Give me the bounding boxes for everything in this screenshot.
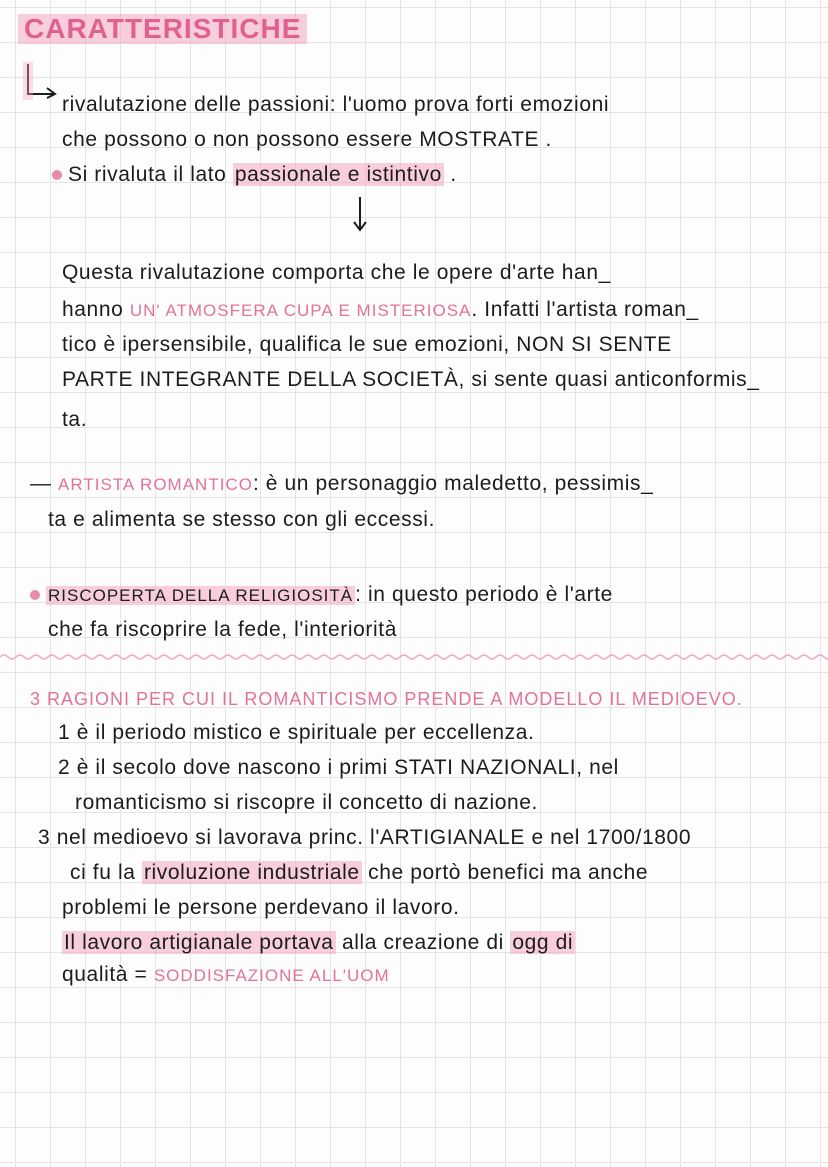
highlight: RISCOPERTA DELLA RELIGIOSITÀ xyxy=(48,586,354,605)
pink-text: UN' ATMOSFERA CUPA E MISTERIOSA xyxy=(129,301,472,320)
dash: — xyxy=(30,472,52,495)
text-line xyxy=(62,930,575,956)
text-line: romanticismo si riscopre il concetto di nazione. xyxy=(75,791,538,814)
wavy-divider xyxy=(0,650,828,664)
text-line: ta e alimenta se stesso con gli eccessi. xyxy=(48,508,436,531)
arrow-down-icon xyxy=(350,195,370,235)
text-line: PARTE INTEGRANTE DELLA SOCIETÀ, si sente quasi anticonformis_ xyxy=(62,368,760,391)
text-line xyxy=(70,860,648,886)
text: . Infatti l'artista roman_ xyxy=(471,298,699,321)
highlight: passionale e istintivo xyxy=(234,163,442,186)
text-line: problemi le persone perdevano il lavoro. xyxy=(62,896,460,919)
bullet-icon xyxy=(30,590,40,600)
list-item: 1 è il periodo mistico e spirituale per eccellenza. xyxy=(58,721,535,744)
text: . xyxy=(443,163,457,186)
section-heading: 3 RAGIONI PER CUI IL ROMANTICISMO PRENDE A MODELLO IL MEDIOEVO. xyxy=(30,689,743,709)
text: : è un personaggio maledetto, pessimis_ xyxy=(252,472,654,495)
bullet-line xyxy=(52,162,457,188)
text: alla creazione di xyxy=(335,931,511,954)
text-line: rivalutazione delle passioni: l'uomo prova forti emozioni xyxy=(62,93,610,116)
text-line: Questa rivalutazione comporta che le opere d'arte han_ xyxy=(62,261,611,284)
list-item: 2 è il secolo dove nascono i primi STATI NAZIONALI, nel xyxy=(58,756,619,779)
pink-label: ARTISTA ROMANTICO xyxy=(58,475,253,494)
text: hanno xyxy=(62,298,124,321)
text: qualità = xyxy=(62,963,154,986)
highlight: Il lavoro artigianale portava xyxy=(64,931,334,954)
pink-text: SODDISFAZIONE ALL'UOM xyxy=(153,966,390,985)
text-line xyxy=(62,297,699,324)
text-line xyxy=(30,471,653,498)
text-line xyxy=(62,962,390,989)
text-line: ta. xyxy=(62,408,88,431)
text: Si rivaluta il lato xyxy=(68,163,227,186)
list-item: 3 nel medioevo si lavorava princ. l'ARTIGIANALE e nel 1700/1800 xyxy=(38,826,692,849)
text: ci fu la xyxy=(70,861,142,884)
arrow-right-icon xyxy=(20,62,62,106)
text-line: che possono o non possono essere MOSTRATE . xyxy=(62,128,552,151)
text-line: che fa riscoprire la fede, l'interiorità xyxy=(48,618,397,641)
text: che portò benefici ma anche xyxy=(361,861,649,884)
highlight: rivoluzione industriale xyxy=(143,861,360,884)
text: : in questo periodo è l'arte xyxy=(355,583,613,606)
text-line: tico è ipersensibile, qualifica le sue emozioni, NON SI SENTE xyxy=(62,333,672,356)
bullet-icon xyxy=(52,170,62,180)
highlight: ogg di xyxy=(512,931,574,954)
bullet-line xyxy=(30,582,613,609)
page-title: CARATTERISTICHE xyxy=(18,14,307,44)
